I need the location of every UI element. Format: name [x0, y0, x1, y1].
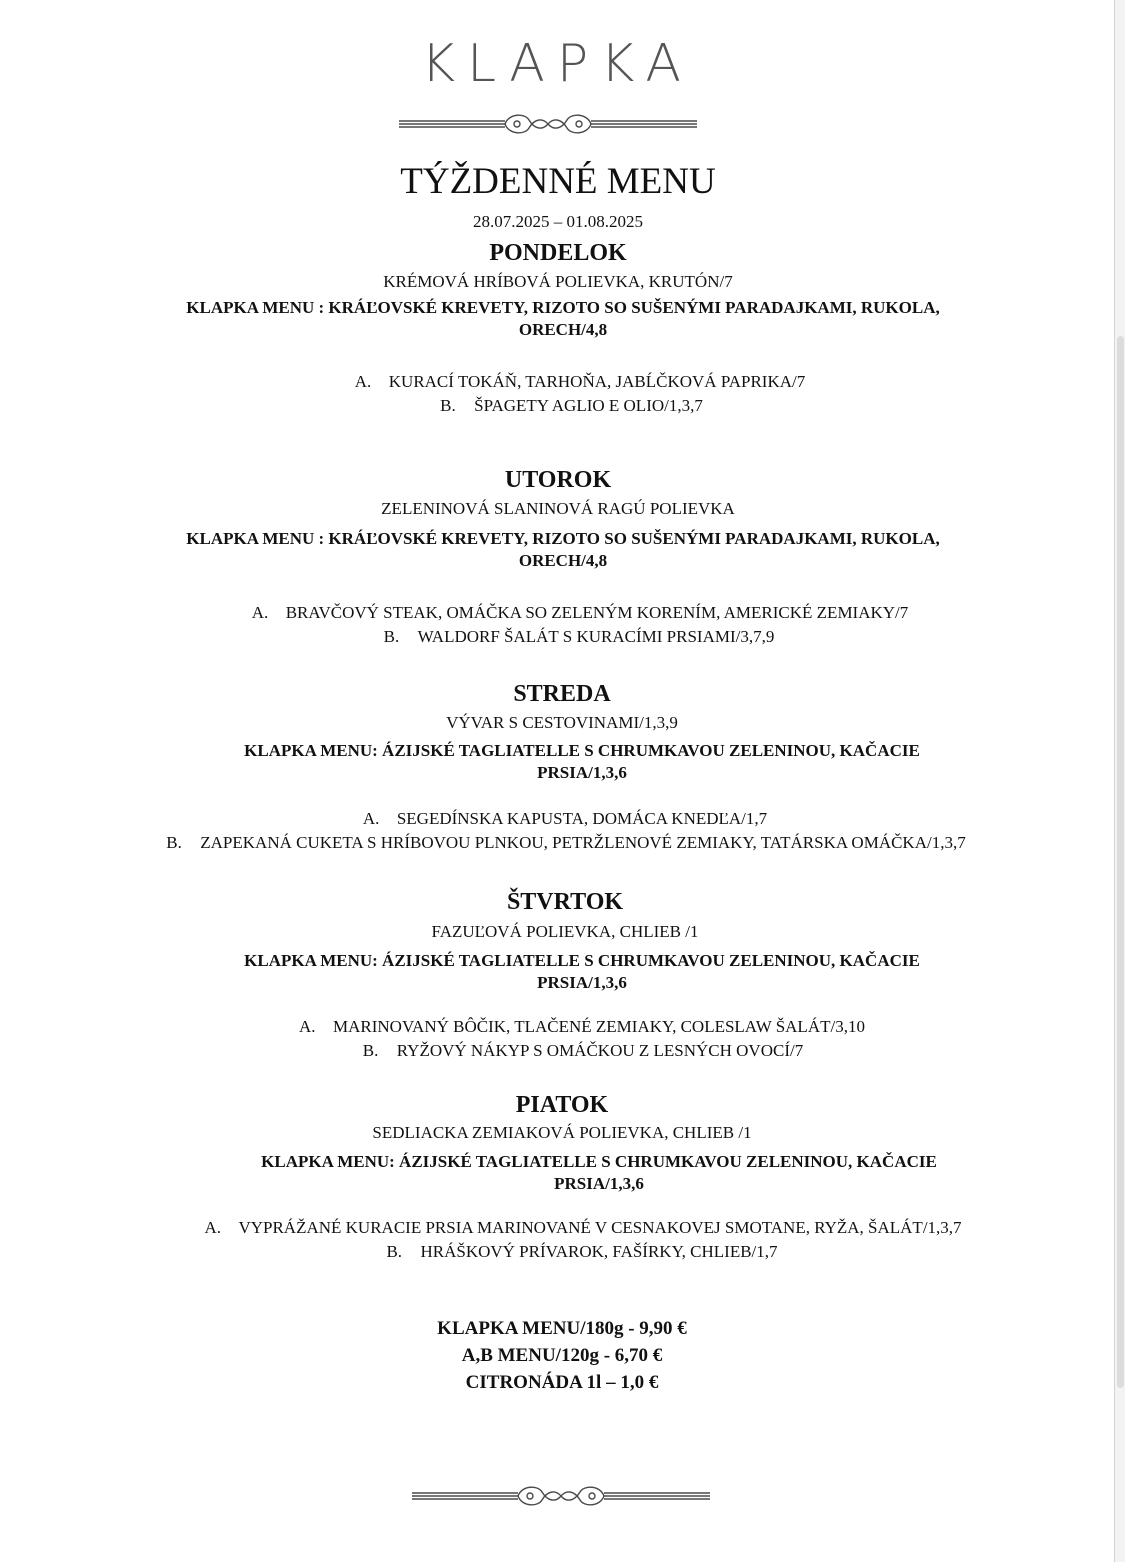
menu-item-b: [0, 1040, 1125, 1062]
menu-item-a: [0, 1016, 1125, 1038]
item-text: HRÁŠKOVÝ PRÍVAROK, FAŠÍRKY, CHLIEB/1,7: [420, 1242, 778, 1261]
item-text: ZAPEKANÁ CUKETA S HRÍBOVOU PLNKOU, PETRŽLENOVÉ ZEMIAKY, TATÁRSKA OMÁČKA/1,3,7: [200, 833, 966, 852]
klapka-menu-line: KLAPKA MENU: ÁZIJSKÉ TAGLIATELLE S CHRUMKAVOU ZELENINOU, KAČACIE: [261, 1152, 937, 1171]
item-text: KURACÍ TOKÁŇ, TARHOŇA, JABĹČKOVÁ PAPRIKA/7: [388, 372, 806, 391]
klapka-menu-line-cont: ORECH/4,8: [518, 551, 608, 570]
item-letter: A.: [354, 372, 372, 391]
brand-logo: KLAPKA: [421, 34, 693, 94]
soup-line: ZELENINOVÁ SLANINOVÁ RAGÚ POLIEVKA: [381, 499, 735, 518]
price-ab-menu: A,B MENU/120g - 6,70 €: [461, 1345, 663, 1366]
klapka-menu-line-cont: PRSIA/1,3,6: [537, 763, 627, 782]
item-text: ŠPAGETY AGLIO E OLIO/1,3,7: [474, 396, 703, 415]
soup-line: KRÉMOVÁ HRÍBOVÁ POLIEVKA, KRUTÓN/7: [383, 272, 733, 291]
klapka-menu-line-cont: PRSIA/1,3,6: [554, 1174, 644, 1193]
menu-item-a: [0, 808, 1125, 830]
klapka-menu-line-cont: ORECH/4,8: [518, 320, 608, 339]
menu-item-b: [0, 395, 1125, 417]
klapka-menu-line: KLAPKA MENU: ÁZIJSKÉ TAGLIATELLE S CHRUMKAVOU ZELENINOU, KAČACIE: [244, 951, 920, 970]
day-heading: STREDA: [513, 681, 611, 707]
date-range: 28.07.2025 – 01.08.2025: [473, 212, 643, 231]
soup-line: SEDLIACKA ZEMIAKOVÁ POLIEVKA, CHLIEB /1: [372, 1123, 752, 1142]
soup-line: VÝVAR S CESTOVINAMI/1,3,9: [446, 713, 678, 732]
item-letter: B.: [166, 833, 182, 852]
item-text: VYPRÁŽANÉ KURACIE PRSIA MARINOVANÉ V CESNAKOVEJ SMOTANE, RYŽA, ŠALÁT/1,3,7: [238, 1218, 962, 1237]
item-letter: A.: [251, 603, 269, 622]
item-letter: B.: [386, 1242, 403, 1261]
item-text: SEGEDÍNSKA KAPUSTA, DOMÁCA KNEDĽA/1,7: [396, 809, 768, 828]
menu-item-b: [0, 1241, 1125, 1263]
item-letter: A.: [299, 1017, 316, 1036]
klapka-menu-line-cont: PRSIA/1,3,6: [537, 973, 627, 992]
soup-line: FAZUĽOVÁ POLIEVKA, CHLIEB /1: [431, 922, 699, 941]
menu-item-a: [0, 602, 1125, 624]
scrollbar[interactable]: [1117, 336, 1124, 1388]
item-text: BRAVČOVÝ STEAK, OMÁČKA SO ZELENÝM KORENÍM, AMERICKÉ ZEMIAKY/7: [285, 603, 909, 622]
menu-item-a: [0, 371, 1125, 393]
klapka-menu-line: KLAPKA MENU: ÁZIJSKÉ TAGLIATELLE S CHRUMKAVOU ZELENINOU, KAČACIE: [244, 741, 920, 760]
price-lemonade: CITRONÁDA 1l – 1,0 €: [465, 1372, 659, 1393]
flourish-divider-top: [397, 110, 699, 138]
item-text: MARINOVANÝ BÔČIK, TLAČENÉ ZEMIAKY, COLESLAW ŠALÁT/3,10: [333, 1017, 865, 1036]
day-heading: UTOROK: [504, 467, 612, 493]
page-title: TÝŽDENNÉ MENU: [400, 161, 716, 202]
item-letter: B.: [362, 1041, 379, 1060]
klapka-menu-line: KLAPKA MENU : KRÁĽOVSKÉ KREVETY, RIZOTO SO SUŠENÝMI PARADAJKAMI, RUKOLA,: [186, 529, 940, 548]
menu-item-a: [0, 1217, 1125, 1239]
day-heading: ŠTVRTOK: [506, 889, 624, 915]
item-text: WALDORF ŠALÁT S KURACÍMI PRSIAMI/3,7,9: [417, 627, 775, 646]
item-letter: B.: [440, 396, 456, 415]
day-heading: PIATOK: [515, 1092, 609, 1118]
menu-item-b: [0, 832, 1125, 854]
item-letter: A.: [362, 809, 380, 828]
klapka-menu-line: KLAPKA MENU : KRÁĽOVSKÉ KREVETY, RIZOTO SO SUŠENÝMI PARADAJKAMI, RUKOLA,: [186, 298, 940, 317]
item-letter: B.: [383, 627, 400, 646]
flourish-divider-bottom: [410, 1482, 712, 1510]
item-letter: A.: [204, 1218, 221, 1237]
day-heading: PONDELOK: [489, 240, 627, 266]
item-text: RYŽOVÝ NÁKYP S OMÁČKOU Z LESNÝCH OVOCÍ/7: [396, 1041, 804, 1060]
price-klapka-menu: KLAPKA MENU/180g - 9,90 €: [437, 1318, 687, 1339]
menu-item-b: [0, 626, 1125, 648]
